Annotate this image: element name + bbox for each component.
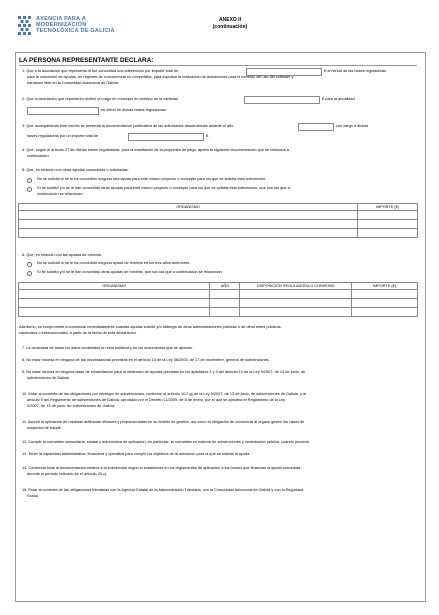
item-14-line-1: 14. Conservar toda la documentación relativa a la subvención según lo establecido en los reglamentos de aplicación a los fondos que financian la ayuda concedida: [22, 466, 301, 470]
col-ano: AÑO: [210, 283, 240, 290]
cell-input[interactable]: [352, 299, 418, 308]
col-importe: IMPORTE (€): [352, 283, 418, 290]
xunta-logo-icon: [18, 16, 32, 38]
cell-input[interactable]: [358, 229, 418, 238]
item-2-line-1: 2. Que la asociación que represento recibió un pago en concepto de anticipo de la cantidad: [22, 97, 178, 101]
no-other-aid-radio[interactable]: [27, 178, 32, 183]
item-14-line-2: durante el período indicado en el artículo 25 c).: [27, 472, 108, 476]
year-field[interactable]: [298, 123, 334, 131]
item-9-line-2: subvenciones de Galicia.: [27, 376, 70, 380]
item-7: 7. La veracidad de todos los datos contenidos en esta solicitud y en los documentos que se aportan.: [22, 346, 193, 350]
cell-input[interactable]: [210, 290, 240, 299]
item-9-line-1: 9. No estar incursa en ninguna clase de inhabilitación para la obtención de ayudas previstas en los apartados 2 y 3 del artículo 10 de la Ley 9/2007, de 13 de junio, de: [22, 370, 306, 374]
cell-input[interactable]: [19, 299, 210, 308]
annex-title: ANEXO II: [219, 17, 241, 23]
table-header-row: [19, 283, 418, 290]
item-3-line-2b: €.: [206, 134, 210, 138]
item-3-line-1: 3. Que acompañando este escrito se presenta la documentación justificativa de las actividades desarrolladas durante el año: [22, 124, 234, 128]
item-2-line-1b: € para la anualidad: [322, 97, 355, 101]
item-1-line-3: hardware libre en la Comunidad Autónoma de Galicia.: [27, 81, 120, 85]
no-minimis-radio[interactable]: [27, 262, 32, 267]
advance-amount-field[interactable]: [244, 96, 320, 104]
item-8: 8. No estar incursa en ninguna de las circunstancias previstas en el artículo 13 de la Ley 38/2003, de 17 de noviembre, general de subvenciones.: [22, 358, 270, 362]
item-15-line-2: Social.: [27, 494, 39, 498]
cell-input[interactable]: [240, 290, 352, 299]
agency-name: AXENCIA PARA A MODERNIZACIÓN TECNOLÓXICA DE GALICIA: [36, 16, 115, 35]
item-3-line-2: bases reguladoras por un importe total de: [27, 134, 99, 138]
justified-amount-field[interactable]: [128, 133, 204, 141]
cell-input[interactable]: [358, 211, 418, 220]
item-6a-label: No se solicitó ni se le ha concedido ninguna ayuda de minimis en los tres años anteriores.: [37, 261, 191, 265]
cell-input[interactable]: [210, 299, 240, 308]
cell-input[interactable]: [358, 220, 418, 229]
table-row: [19, 220, 418, 229]
item-11-line-2: sospecha de fraude.: [27, 426, 62, 430]
item-2-line-2: en virtud de dichas bases reguladoras.: [101, 108, 168, 112]
col-disposicion: DISPOSICIÓN REGULADORA O CONVENIO: [240, 283, 352, 290]
cell-input[interactable]: [19, 290, 210, 299]
table-header-row: [19, 204, 418, 211]
table-row: [19, 211, 418, 220]
cell-input[interactable]: [19, 220, 358, 229]
item-6b-label: Sí se solicitó y/o se le han concedido otras ayudas de minimis, que son las que a continuación se relacionan:: [37, 270, 223, 274]
minimis-aid-table: [18, 282, 418, 317]
other-aid-table: [18, 203, 418, 238]
commitment-line-2: nacionales o internacionales, a partir de la fecha de esta declaración.: [19, 331, 137, 335]
item-12: 12. Cumplir la normativa comunitaria, estatal y autonómica de aplicación, en particular, la normativa en materia de subvenciones y contratación pública, cuando proceda.: [22, 440, 310, 444]
section-title: LA PERSONA REPRESENTANTE DECLARA:: [19, 56, 417, 66]
item-6-heading: 6. Que, en relación con las ayudas de minimis:: [22, 253, 102, 257]
annex-heading: [200, 17, 260, 31]
annuity-field[interactable]: [27, 107, 99, 115]
item-5-heading: 5. Que, en relación con otras ayudas concedidas o solicitadas:: [22, 168, 129, 172]
commitment-line-1: Asimismo, se compromete a comunicar inmediatamente cuantas ayudas solicite y/o obtenga de otras administraciones públicas o de otros entes públicos,: [19, 325, 282, 329]
yes-other-aid-radio[interactable]: [27, 187, 32, 192]
cell-input[interactable]: [19, 211, 358, 220]
table-row: [19, 229, 418, 238]
item-1-line-1: 1. Que a la asociación que represento le fue concedida una subvención por importe total de: [22, 69, 179, 73]
item-5a-label: No se solicitó ni se le ha concedido ninguna otra ayuda para este mismo proyecto o concepto para los que se solicita esta subvención.: [37, 177, 267, 181]
annex-subtitle: (continuación): [212, 24, 248, 30]
item-1-line-1b: € en virtud de las bases reguladoras: [324, 69, 386, 73]
cell-input[interactable]: [240, 308, 352, 317]
item-10-line-1: 10. Estar al corriente de las obligaciones por reintegro de subvenciones, conforme al artículo 10.2.g) de la Ley 9/2007, de 13 de junio, de subvenciones de Galicia, y al: [22, 392, 306, 396]
item-15-line-1: 15. Estar al corriente de las obligaciones tributarias con la Agencia Estatal de la Administración Tributaria, con la Comunidad Autónoma de Galicia y con la Seguridad: [22, 488, 304, 492]
item-11-line-1: 11. Asumir la aplicación de medidas antifraude eficaces y proporcionadas en su ámbito de gestión, así como la obligación de comunicar al órgano gestor los casos de: [22, 420, 305, 424]
cell-input[interactable]: [352, 290, 418, 299]
cell-input[interactable]: [210, 308, 240, 317]
table-row: [19, 308, 418, 317]
table-row: [19, 290, 418, 299]
item-10-line-2: artículo 9 del Reglamento de subvenciones de Galicia, aprobado por el Decreto 11/2009, de 8 de enero, por el que se aprueba el Reglamento de la Ley: [27, 398, 286, 402]
item-10-line-3: 9/2007, de 13 de junio, de subvenciones de Galicia.: [27, 404, 116, 408]
cell-input[interactable]: [240, 299, 352, 308]
item-1-line-2: para la concesión de ayudas, en régimen de concurrencia no competitiva, para impulsar la realización de actuaciones para el fomento del uso del software y: [27, 75, 294, 79]
item-4-line-2: continuación.: [27, 154, 50, 158]
item-5b-line-2: continuación se relacionan:: [37, 192, 84, 196]
item-13: 13. Tener la capacidad administrativa, financiera y operativa para cumplir los objetivos de la actuación para la que se solicita la ayuda.: [22, 452, 251, 456]
cell-input[interactable]: [19, 308, 210, 317]
yes-minimis-radio[interactable]: [27, 271, 32, 276]
table-row: [19, 299, 418, 308]
col-organismo: ORGANISMO: [19, 283, 210, 290]
item-4-line-1: 4. Que, según el artículo 27 de dichas bases reguladoras, para la tramitación de la propuesta de pago, aporta la siguiente documentación que se relaciona a: [22, 148, 289, 152]
cell-input[interactable]: [352, 308, 418, 317]
cell-input[interactable]: [19, 229, 358, 238]
item-3-line-1b: con cargo a dichas: [336, 124, 369, 128]
item-5b-line-1: Sí se solicitó y/o se le han concedido otras ayudas para este mismo proyecto o concepto para los que se solicita esta subvención, que son las que a: [37, 186, 290, 190]
col-organismo: ORGANISMO: [19, 204, 358, 211]
col-importe: IMPORTE (€): [358, 204, 418, 211]
